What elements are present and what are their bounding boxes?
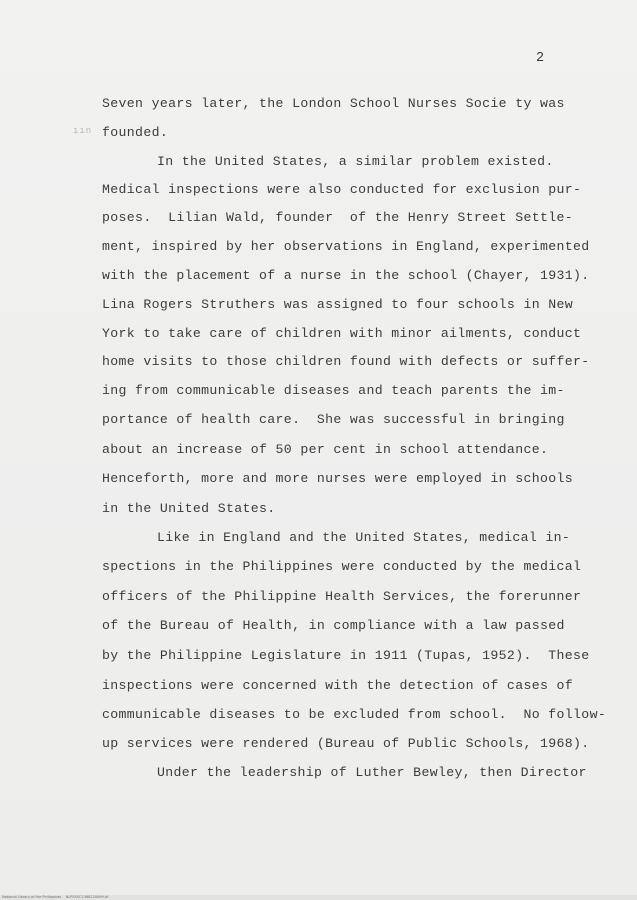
text-line: in the United States. [102, 501, 276, 516]
page-number: 2 [536, 51, 545, 66]
text-line: inspections were concerned with the detection of cases of [102, 678, 574, 693]
text-line: up services were rendered (Bureau of Public Schools, 1968). [102, 736, 590, 751]
text-line: home visits to those children found with defects or suffer- [102, 354, 590, 369]
text-line: communicable diseases to be excluded from school. No follow- [102, 707, 607, 722]
text-line: ment, inspired by her observations in England, experimented [102, 239, 590, 254]
text-line: officers of the Philippine Health Services, the forerunner [102, 589, 582, 604]
text-line: of the Bureau of Health, in compliance with a law passed [102, 618, 565, 633]
text-line: Lina Rogers Struthers was assigned to four schools in New [102, 297, 574, 312]
text-line: poses. Lilian Wald, founder of the Henry Street Settle- [102, 210, 574, 225]
text-line: Medical inspections were also conducted for exclusion pur- [102, 182, 582, 197]
text-line: founded. [102, 125, 169, 140]
text-line: Like in England and the United States, medical in- [157, 530, 571, 545]
text-line: Under the leadership of Luther Bewley, then Director [157, 765, 587, 780]
text-line: ing from communicable diseases and teach parents the im- [102, 383, 565, 398]
text-line: York to take care of children with minor ailments, conduct [102, 326, 582, 341]
margin-mark: ıın [73, 126, 93, 136]
text-line: by the Philippine Legislature in 1911 (Tupas, 1952). These [102, 648, 590, 663]
footer-text: National Library of the Philippines NLPSSSC1368220099.tif [2, 895, 109, 899]
text-line: about an increase of 50 per cent in school attendance. [102, 442, 549, 457]
text-line: with the placement of a nurse in the school (Chayer, 1931). [102, 268, 590, 283]
text-line: Henceforth, more and more nurses were employed in schools [102, 471, 574, 486]
text-line: spections in the Philippines were conducted by the medical [102, 559, 582, 574]
footer-strip [0, 895, 637, 900]
text-line: Seven years later, the London School Nurses Socie ty was [102, 96, 565, 111]
text-line: portance of health care. She was successful in bringing [102, 412, 565, 427]
text-line: In the United States, a similar problem existed. [157, 154, 554, 169]
